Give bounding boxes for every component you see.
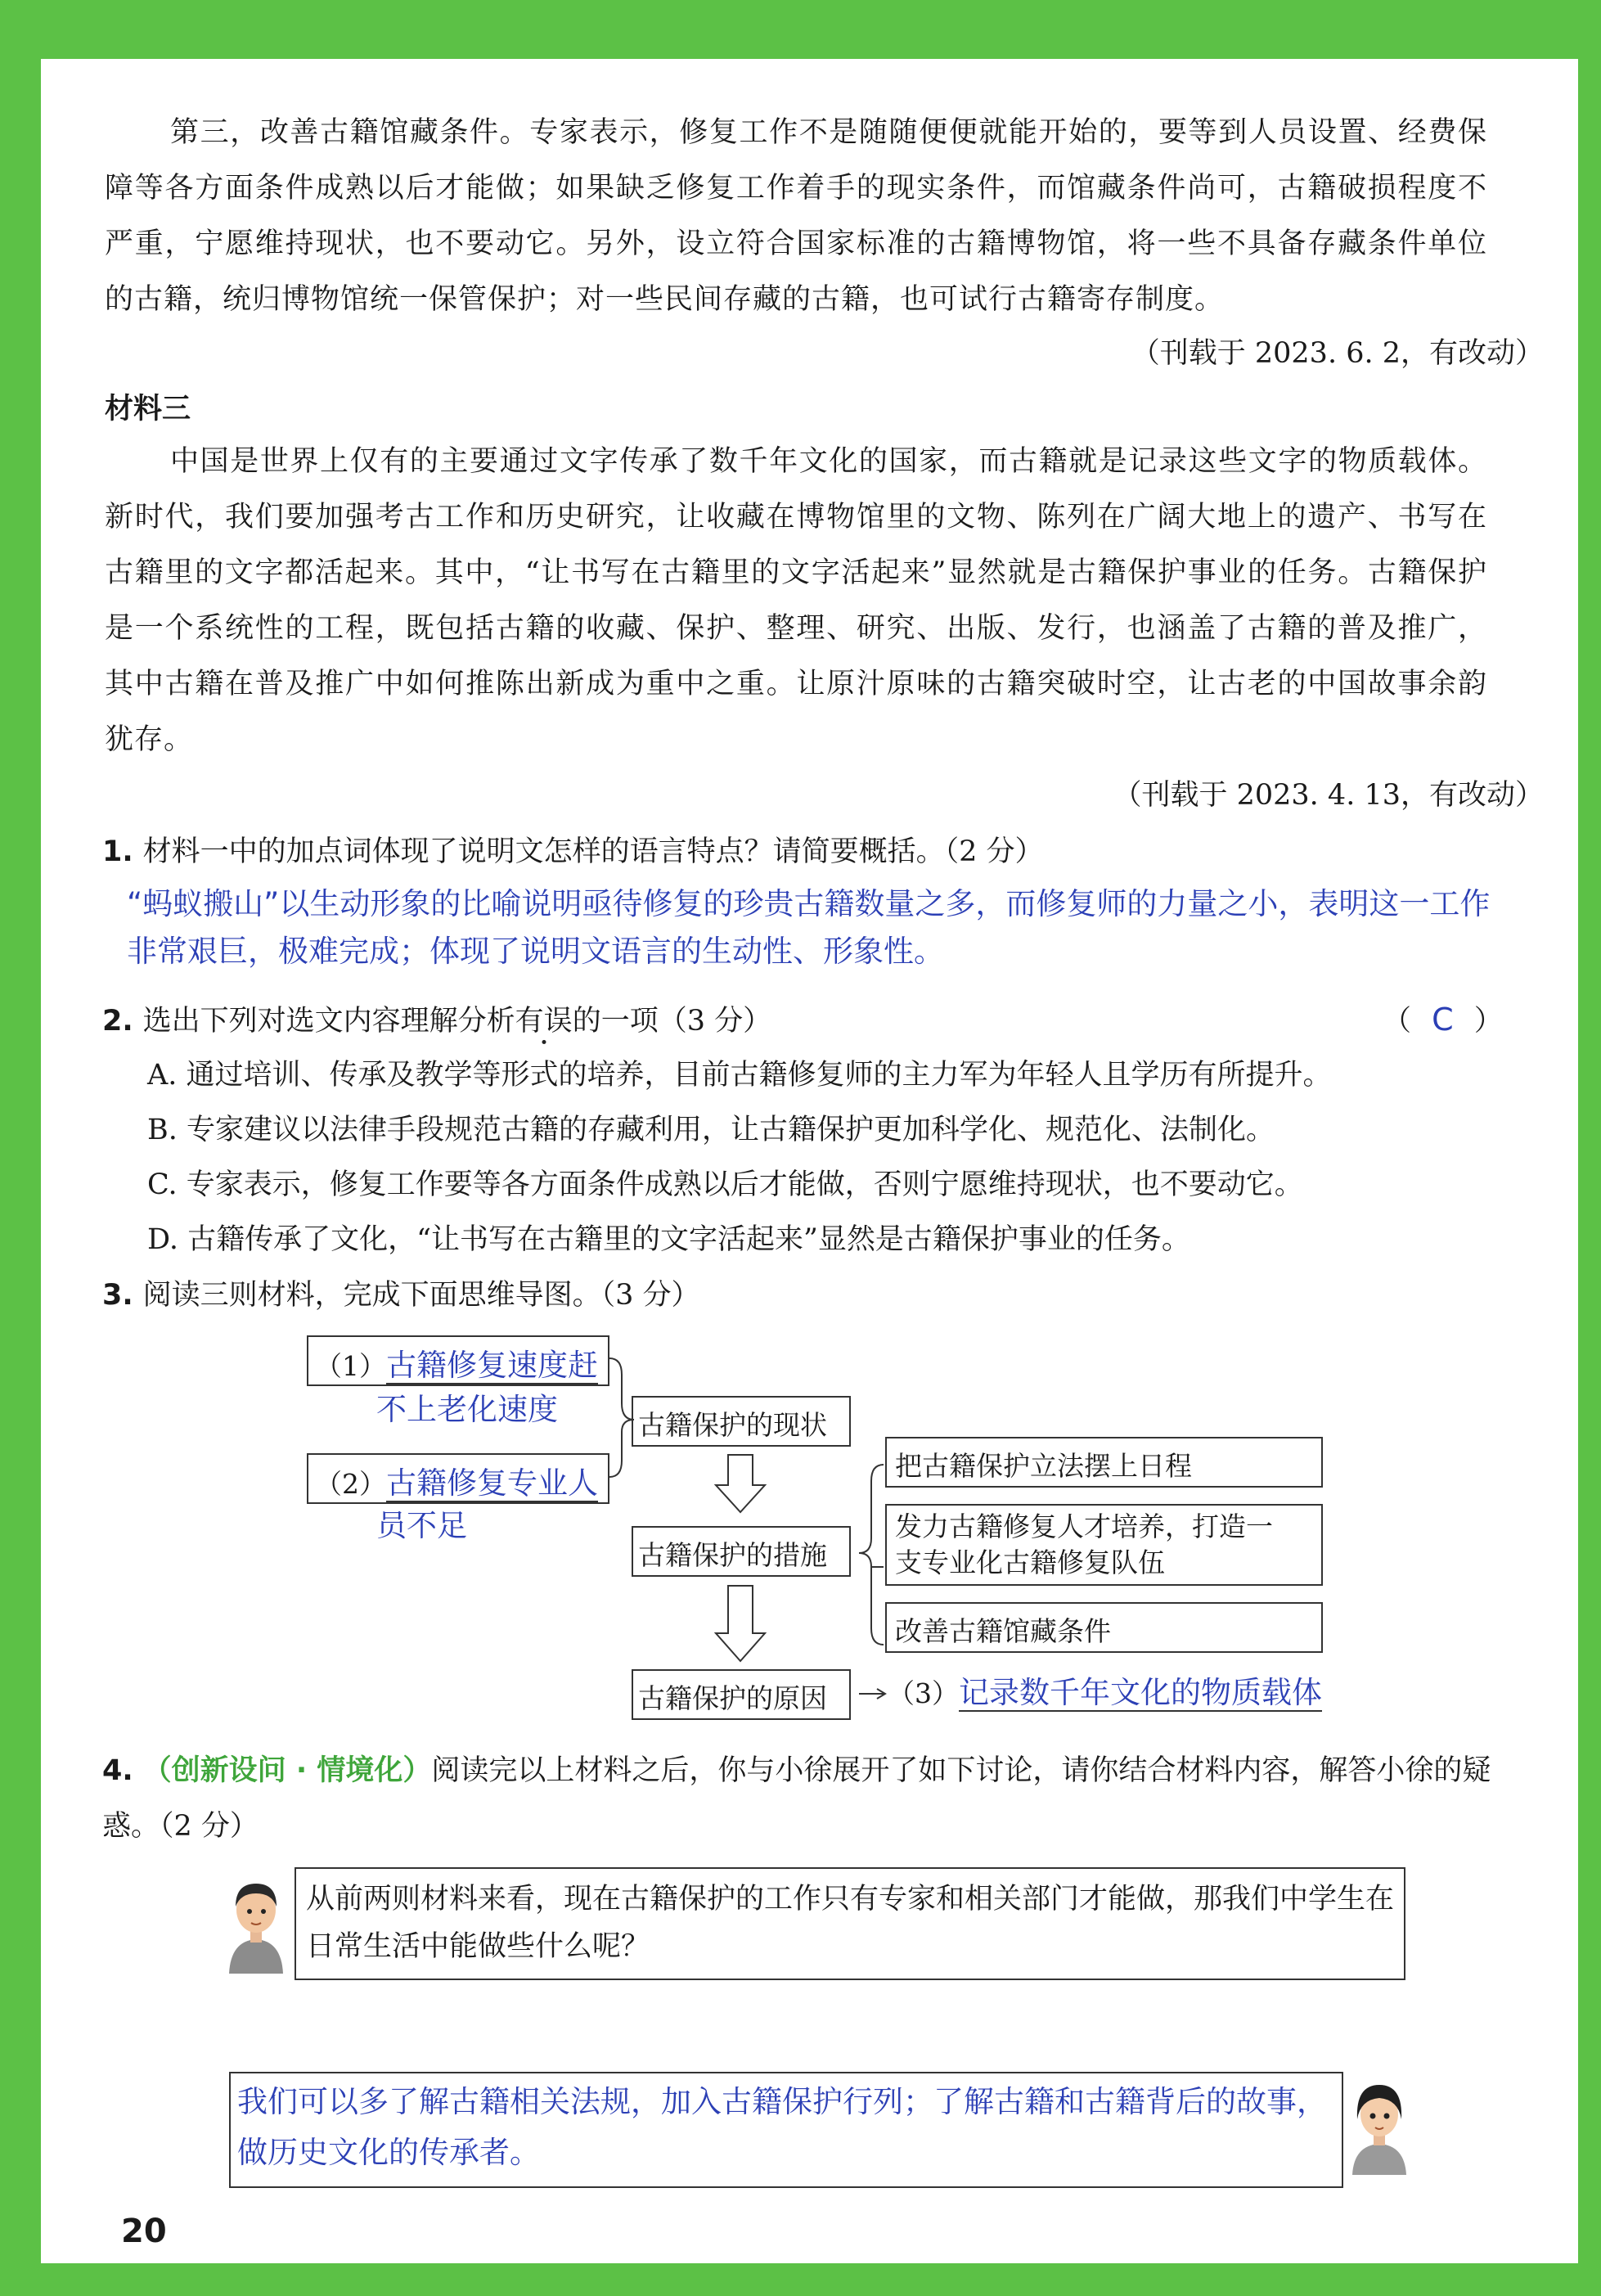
q1-number: 1. (102, 835, 133, 868)
student-boy-avatar (223, 1875, 290, 1974)
q4-answer: 我们可以多了解古籍相关法规，加入古籍保护行列；了解古籍和古籍背后的故事，做历史文化的传承者。 (237, 2084, 1327, 2170)
q4 (102, 1743, 1493, 1854)
q2-option-a: A. 通过培训、传承及教学等形式的培养，目前古籍修复师的主力军为年轻人且学历有所提升。 (147, 1059, 1332, 1092)
material3-source: （刊载于 2023. 4. 13，有改动） (1113, 779, 1544, 812)
map-left2-answer-b: 员不足 (376, 1508, 467, 1543)
map-left1-label: （1） (315, 1350, 386, 1382)
map-right3-answer: 记录数千年文化的物质载体 (959, 1675, 1322, 1710)
map-measure-2-line-b: 支专业化古籍修复队伍 (895, 1546, 1165, 1578)
map-measure-2-line-a: 发力古籍修复人才培养，打造一 (895, 1510, 1273, 1542)
q4-number: 4. (102, 1754, 133, 1787)
map-center-reason: 古籍保护的原因 (632, 1669, 851, 1720)
map-left1-answer-b: 不上老化速度 (376, 1392, 558, 1427)
map-center-measures: 古籍保护的措施 (632, 1526, 851, 1577)
q2-paren-open: （ (1383, 1005, 1412, 1038)
map-right3 (888, 1668, 1322, 1712)
material3-heading: 材料三 (105, 393, 191, 425)
q2-emphasis-text: 有误 (515, 998, 573, 1039)
map-left1-answer-a: 古籍修复速度赶 (386, 1348, 598, 1383)
q2-text-a: 选出下列对选文内容理解分析 (142, 1005, 515, 1038)
speech-bubble-answer (229, 2072, 1343, 2188)
q2-number: 2. (102, 1005, 133, 1038)
q2-option-c: C. 专家表示，修复工作要等各方面条件成熟以后才能做，否则宁愿维持现状，也不要动它。 (147, 1168, 1303, 1201)
map-measure-2 (885, 1504, 1323, 1586)
map-left2-label: （2） (315, 1468, 386, 1500)
q4-tag: （创新设问 · 情境化） (142, 1754, 432, 1787)
speech-bubble-question: 从前两则材料来看，现在古籍保护的工作只有专家和相关部门才能做，那我们中学生在日常生活中能做些什么呢？ (295, 1867, 1405, 1980)
q3-number: 3. (102, 1279, 133, 1312)
map-measure-3: 改善古籍馆藏条件 (885, 1602, 1323, 1653)
passage-top-source: （刊载于 2023. 6. 2，有改动） (1131, 337, 1544, 370)
q2-paren-close: ） (1473, 1005, 1503, 1038)
q2-text-b: 的一项（3 分） (572, 1005, 772, 1038)
passage-top-text: 第三，改善古籍馆藏条件。专家表示，修复工作不是随随便便就能开始的，要等到人员设置、经费保障等各方面条件成熟以后才能做；如果缺乏修复工作着手的现实条件，而馆藏条件尚可，古籍破损程度不严重，宁愿维持现状，也不要动它。另外，设立符合国家标准的古籍博物馆，将一些不具备存藏条件单位的古籍，统归博物馆统一保管保护；对一些民间存藏的古籍，也可试行古籍寄存制度。 (105, 116, 1487, 316)
map-left2-answer-a: 古籍修复专业人 (386, 1465, 598, 1501)
q2-answer: C (1432, 1002, 1454, 1038)
map-right3-label: （3） (888, 1677, 959, 1709)
q1-text: 材料一中的加点词体现了说明文怎样的语言特点？请简要概括。（2 分） (142, 835, 1044, 868)
page-number: 20 (121, 2213, 167, 2250)
map-left-box-2 (307, 1453, 609, 1504)
q3-text: 阅读三则材料，完成下面思维导图。（3 分） (142, 1279, 700, 1312)
material3-text: 中国是世界上仅有的主要通过文字传承了数千年文化的国家，而古籍就是记录这些文字的物质载体。新时代，我们要加强考古工作和历史研究，让收藏在博物馆里的文物、陈列在广阔大地上的遗产、书写在古籍里的文字都活起来。其中，“让书写在古籍里的文字活起来”显然就是古籍保护事业的任务。古籍保护是一个系统性的工程，既包括古籍的收藏、保护、整理、研究、出版、发行，也涵盖了古籍的普及推广，其中古籍在普及推广中如何推陈出新成为重中之重。让原汁原味的古籍突破时空，让古老的中国故事余韵犹存。 (105, 445, 1487, 756)
q4-text: 阅读完以上材料之后，你与小徐展开了如下讨论，请你结合材料内容，解答小徐的疑惑。（2 分） (102, 1754, 1491, 1843)
q2-option-b: B. 专家建议以法律手段规范古籍的存藏利用，让古籍保护更加科学化、规范化、法制化。 (147, 1114, 1275, 1146)
map-measure-1: 把古籍保护立法摆上日程 (885, 1437, 1323, 1488)
q1-answer: “蚂蚁搬山”以生动形象的比喻说明亟待修复的珍贵古籍数量之多，而修复师的力量之小，表明这一工作非常艰巨，极难完成；体现了说明文语言的生动性、形象性。 (127, 886, 1491, 969)
q2-option-d: D. 古籍传承了文化，“让书写在古籍里的文字活起来”显然是古籍保护事业的任务。 (147, 1223, 1190, 1256)
map-left-box-1 (307, 1335, 609, 1386)
map-center-status: 古籍保护的现状 (632, 1396, 851, 1447)
student-girl-avatar (1346, 2078, 1413, 2175)
